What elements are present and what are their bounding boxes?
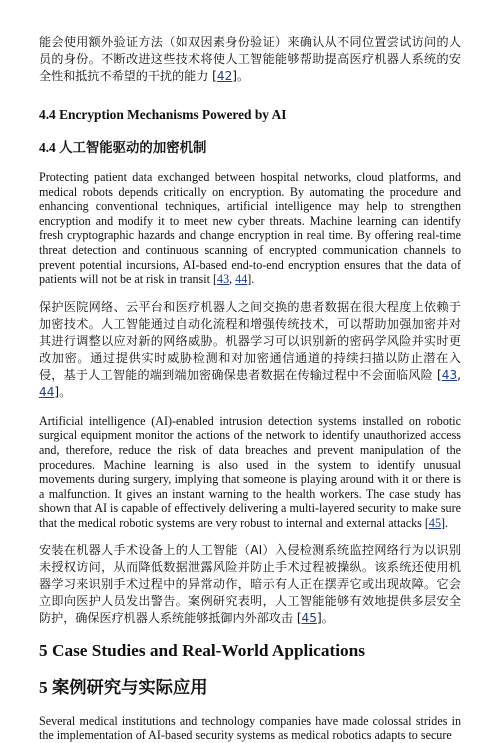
section-number: 5 xyxy=(39,677,52,697)
section-5-heading-en: 5 Case Studies and Real-World Applications xyxy=(39,640,365,660)
section-4-4-heading-en: 4.4 Encryption Mechanisms Powered by AI xyxy=(39,107,287,122)
citation-link-44[interactable]: 44 xyxy=(39,384,55,399)
paragraph-en-case-studies xyxy=(39,714,461,743)
paragraph-zh-intrusion-detection: 安装在机器人手术设备上的人工智能（AI）入侵检测系统监控网络行为以识别未授权访问，从而降低数据泄露风险并防止手术过程被操纵。该系统还使用机器学习来识别手术过程中的异常动作，暗示有人正在摆弄它或出现故障。它会立即向医护人员发出警告。案例研究表明，人工智能能够有效地提供多层安全防护，确保医疗机器人系统能够抵御内外部攻击 [45]。 xyxy=(39,542,461,625)
citation-link-43[interactable]: 43 xyxy=(217,272,230,287)
section-title: 人工智能驱动的加密机制 xyxy=(59,141,207,156)
citation-link-45[interactable]: 45 xyxy=(428,515,441,530)
paragraph-zh-encryption: 保护医院网络、云平台和医疗机器人之间交换的患者数据在很大程度上依赖于加密技术。人工智能通过自动化流程和增强传统技术，可以帮助加强加密并对其进行调整以应对新的网络威胁。机器学习可以识别新的密码学风险并实时更改加密。通过提供实时威胁检测和对加密通信通道的持续扫描以防止潜在入侵，基于人工智能的端到端加密确保患者数据在传输过程中不会面临风险 [43, 44]。 xyxy=(39,299,461,399)
citation-link-42[interactable]: 42 xyxy=(216,69,233,83)
citation-link-44[interactable]: 44 xyxy=(235,272,248,287)
section-4-4-heading-zh xyxy=(39,137,461,156)
section-5-heading-zh xyxy=(39,673,461,698)
paragraph-text: 安装在机器人手术设备上的人工智能（AI）入侵检测系统监控网络行为以识别未授权访问，从而降低数据泄露风险并防止手术过程被操纵。该系统还使用机器学习来识别手术过程中的异常动作，暗示有人正在摆弄它或出现故障。它会立即向医护人员发出警告。案例研究表明，人工智能能够有效地提供多层安全防护，确保医疗机器人系统能够抵御内外部攻击 xyxy=(39,542,461,625)
paragraph-en-intrusion-detection: Artificial intelligence (AI)-enabled intrusion detection systems installed on robotic surgical equipment monitor the actions of the network to identify unauthorized access and, therefore, reduce the risk of data breaches and prevent manipulation of the procedures. Machine learning is also used in the system to identify unusual movements during surgery, implying that someone is playing around with it or there is a malfunction. It gives an instant warning to the health workers. The case study has shown that AI is capable of effectively delivering a multi-layered security to make sure that the medical robotic systems are very robust to internal and external attacks [45]. xyxy=(39,413,461,530)
paragraph-text: 保护医院网络、云平台和医疗机器人之间交换的患者数据在很大程度上依赖于加密技术。人工智能通过自动化流程和增强传统技术，可以帮助加强加密并对其进行调整以应对新的网络威胁。机器学习可以识别新的密码学风险并实时更改加密。通过提供实时威胁检测和对加密通信通道的持续扫描以防止潜在入侵，基于人工智能的端到端加密确保患者数据在传输过程中不会面临风险 xyxy=(39,299,461,382)
paragraph-text: Protecting patient data exchanged between hospital networks, cloud platforms, and medical robots depends critically on encryption. By automating the procedure and enhancing conventional techniques, artificial intelligence may help to strengthen encryption and modify it to meet new cyber threats. Machine learning can identify fresh cryptographic hazards and change encryption in real time. By offering real-time threat detection and continuous scanning of encrypted communication channels to prevent potential incursions, AI-based end-to-end encryption ensures that the data of patients will not be at risk in transit xyxy=(39,170,461,287)
paragraph-zh-verification: 能会使用额外验证方法（如双因素身份验证）来确认从不同位置尝试访问的人员的身份。不断改进这些技术将使人工智能能够帮助提高医疗机器人系统的安全性和抵抗不希望的干扰的能力 [42]。 xyxy=(39,35,461,83)
section-number: 4.4 xyxy=(39,140,60,155)
paragraph-en-encryption: Protecting patient data exchanged between hospital networks, cloud platforms, and medical robots depends critically on encryption. By automating the procedure and enhancing conventional techniques, artificial intelligence may help to strengthen encryption and modify it to meet new cyber threats. Machine learning can identify fresh cryptographic hazards and change encryption in real time. By offering real-time threat detection and continuous scanning of encrypted communication channels to prevent potential incursions, AI-based end-to-end encryption ensures that the data of patients will not be at risk in transit [43, 44]. xyxy=(39,170,461,287)
paragraph-text: Artificial intelligence (AI)-enabled intrusion detection systems installed on robotic surgical equipment monitor the actions of the network to identify unauthorized access and, therefore, reduce the risk of data breaches and prevent manipulation of the procedures. Machine learning is also used in the system to identify unusual movements during surgery, implying that someone is playing around with it or there is a malfunction. It gives an instant warning to the health workers. The case study has shown that AI is capable of effectively delivering a multi-layered security to make sure that the medical robotic systems are very robust to internal and external attacks xyxy=(39,413,461,530)
paragraph-text: 能会使用额外验证方法（如双因素身份验证）来确认从不同位置尝试访问的人员的身份。不断改进这些技术将使人工智能能够帮助提高医疗机器人系统的安全性和抵抗不希望的干扰的能力 xyxy=(39,35,461,83)
paragraph-text: Several medical institutions and technology companies have made colossal strides in the implementation of AI-based security systems as medical robotics adapts to secure xyxy=(39,713,461,743)
section-title: 案例研究与实际应用 xyxy=(51,677,208,698)
citation-link-45[interactable]: 45 xyxy=(301,610,317,625)
citation-link-43[interactable]: 43 xyxy=(441,367,458,382)
